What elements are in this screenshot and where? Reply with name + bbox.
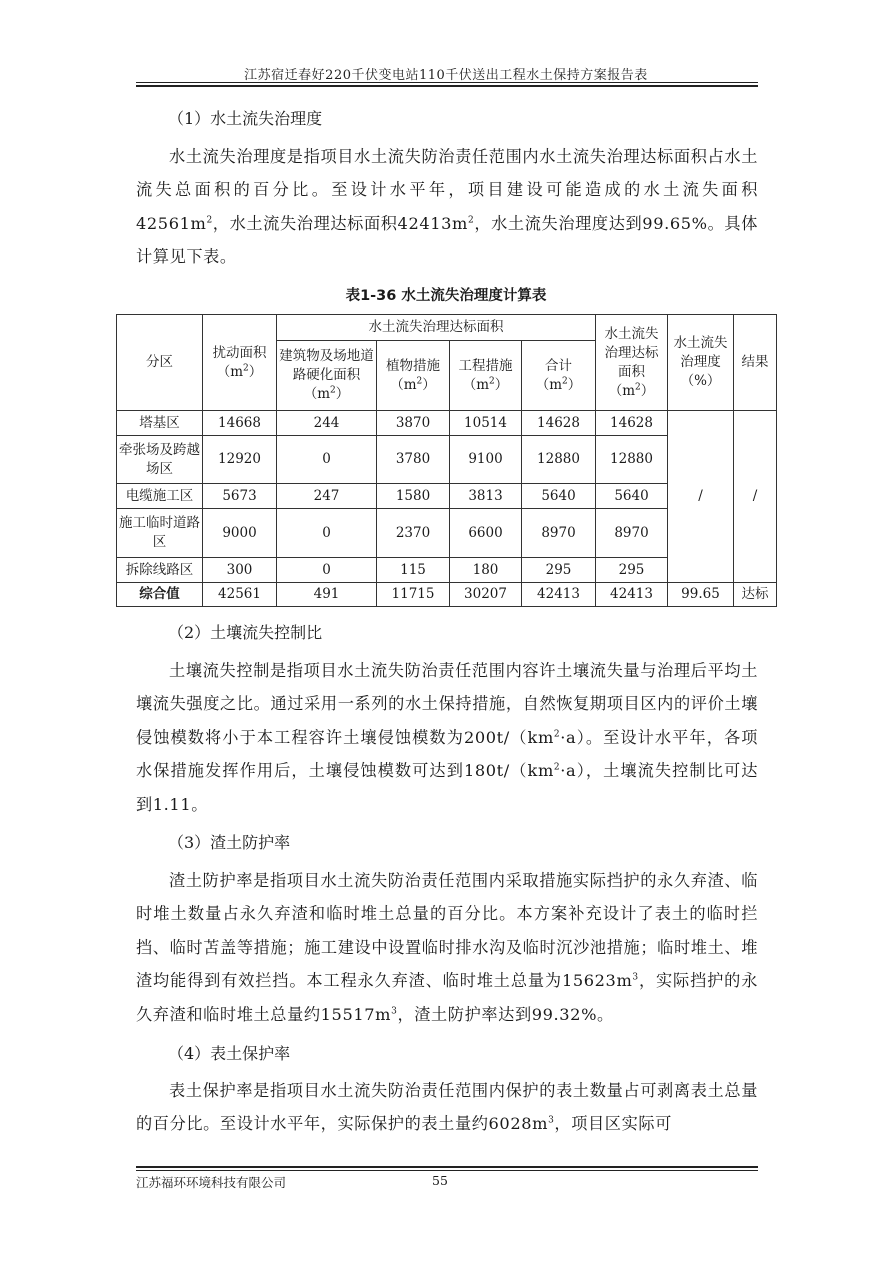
document-header-title: 江苏宿迁春好220千伏变电站110千伏送出工程水土保持方案报告表	[244, 68, 648, 83]
cell-subtotal: 42413	[522, 583, 596, 607]
cell-rate-merged: /	[668, 411, 734, 583]
table-caption: 表1-36 水土流失治理度计算表	[345, 288, 547, 304]
header-subtotal: 合计$(m^2)$	[522, 341, 596, 411]
header-rule-thin	[136, 82, 758, 83]
header-result: 结果	[734, 315, 777, 411]
cell-building: 491	[277, 583, 377, 607]
header-rule-thick	[136, 85, 758, 87]
cell-zone: 施工临时道路区	[117, 509, 203, 558]
header-disturbed-area: 扰动面积 $(m^2)$	[203, 315, 277, 411]
cell-plant: 2370	[377, 509, 450, 558]
section-heading-soil-loss-control: （2）土壤流失控制比	[168, 623, 323, 642]
cell-plant: 1580	[377, 484, 450, 509]
paragraph-soil-loss-control: 土壤流失控制是指项目水土流失防治责任范围内容许土壤流失量与治理后平均土壤流失强度之比。通过采用一系列的水土保持措施，自然恢复期项目区内的评价土壤侵蚀模数将小于本工程容许土壤侵蚀模数为$200t/(km^2\cdot a)$。至设计水平年，各项水保措施发挥作用后，土壤侵蚀模数可达到$180t/(km^2\cdot a)$，土壤流失控制比可达到1.11。	[136, 661, 758, 814]
treatment-degree-table	[116, 314, 777, 607]
header-plant-measures: 植物措施 $(m^2)$	[377, 341, 450, 411]
cell-standard-area: 295	[596, 558, 668, 583]
section-heading-treatment-degree: （1）水土流失治理度	[168, 109, 323, 128]
cell-standard-area: 12880	[596, 436, 668, 484]
cell-zone: 综合值	[117, 583, 203, 607]
cell-engineering: 3813	[450, 484, 522, 509]
cell-building: 0	[277, 558, 377, 583]
page-number: 55	[432, 1173, 448, 1188]
cell-building: 0	[277, 436, 377, 484]
paragraph-topsoil-protection: 表土保护率是指项目水土流失防治责任范围内保护的表土数量占可剥离表土总量的百分比。至设计水平年，实际保护的表土量约$6028m^3$，项目区实际可	[136, 1081, 758, 1134]
cell-zone: 拆除线路区	[117, 558, 203, 583]
header-building-area: 建筑物及场地道路硬化面积 $(m^2)$	[277, 341, 377, 411]
cell-zone: 电缆施工区	[117, 484, 203, 509]
cell-building: 244	[277, 411, 377, 436]
header-standard-area: 水土流失治理达标面积$(m^2)$	[596, 315, 668, 411]
cell-result-merged: /	[734, 411, 777, 583]
cell-disturbed: 42561	[203, 583, 277, 607]
cell-subtotal: 14628	[522, 411, 596, 436]
cell-building: 0	[277, 509, 377, 558]
cell-disturbed: 9000	[203, 509, 277, 558]
table-total-row	[117, 583, 777, 607]
cell-engineering: 9100	[450, 436, 522, 484]
cell-disturbed: 12920	[203, 436, 277, 484]
cell-zone: 牵张场及跨越场区	[117, 436, 203, 484]
cell-subtotal: 12880	[522, 436, 596, 484]
section-heading-topsoil-protection: （4）表土保护率	[168, 1044, 291, 1063]
cell-subtotal: 5640	[522, 484, 596, 509]
cell-engineering: 180	[450, 558, 522, 583]
cell-standard-area: 5640	[596, 484, 668, 509]
header-engineering-measures: 工程措施 $(m^2)$	[450, 341, 522, 411]
cell-standard-area: 14628	[596, 411, 668, 436]
section-heading-spoil-protection: （3）渣土防护率	[168, 833, 291, 852]
footer-company: 江苏福环环境科技有限公司	[136, 1175, 287, 1190]
footer-rule-thick	[136, 1166, 758, 1168]
cell-plant: 115	[377, 558, 450, 583]
cell-disturbed: 14668	[203, 411, 277, 436]
header-zone: 分区	[117, 315, 203, 411]
footer-rule-thin	[136, 1170, 758, 1171]
cell-engineering: 30207	[450, 583, 522, 607]
cell-plant: 11715	[377, 583, 450, 607]
cell-engineering: 10514	[450, 411, 522, 436]
header-treatment-rate: 水土流失治理度（%）	[668, 315, 734, 411]
paragraph-treatment-degree: 水土流失治理度是指项目水土流失防治责任范围内水土流失治理达标面积占水土流失总面积的百分比。至设计水平年，项目建设可能造成的水土流失面积$42561m^2$，水土流失治理达标面积$42413m^2$，水土流失治理度达到99.65%。具体计算见下表。	[136, 147, 759, 267]
header-treatment-standard-group: 水土流失治理达标面积	[277, 315, 596, 341]
cell-zone: 塔基区	[117, 411, 203, 436]
cell-disturbed: 300	[203, 558, 277, 583]
cell-plant: 3870	[377, 411, 450, 436]
cell-plant: 3780	[377, 436, 450, 484]
paragraph-spoil-protection: 渣土防护率是指项目水土流失防治责任范围内采取措施实际挡护的永久弃渣、临时堆土数量占永久弃渣和临时堆土总量的百分比。本方案补充设计了表土的临时拦挡、临时苫盖等措施；施工建设中设置临时排水沟及临时沉沙池措施；临时堆土、堆渣均能得到有效拦挡。本工程永久弃渣、临时堆土总量为$15623m^3$，实际挡护的永久弃渣和临时堆土总量约$15517m^3$，渣土防护率达到99.32%。	[136, 871, 758, 1024]
cell-result: 达标	[734, 583, 777, 607]
cell-rate: 99.65	[668, 583, 734, 607]
cell-subtotal: 8970	[522, 509, 596, 558]
cell-building: 247	[277, 484, 377, 509]
cell-standard-area: 42413	[596, 583, 668, 607]
cell-standard-area: 8970	[596, 509, 668, 558]
cell-disturbed: 5673	[203, 484, 277, 509]
cell-engineering: 6600	[450, 509, 522, 558]
cell-subtotal: 295	[522, 558, 596, 583]
table-row	[117, 411, 777, 436]
